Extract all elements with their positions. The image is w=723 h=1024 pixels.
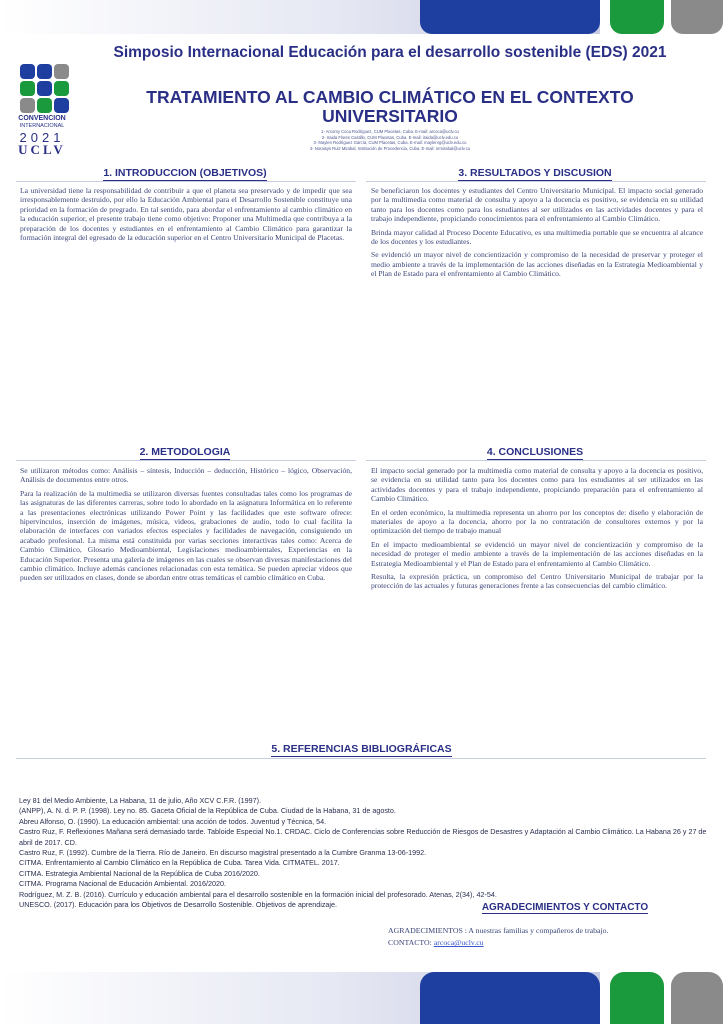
logo-org: UCLV — [18, 142, 66, 157]
bottom-green-bar — [610, 972, 664, 1024]
method-paragraph-2: Para la realización de la multimedia se utilizaron diversas fuentes consultadas tales como los programas de las asignaturas de las diferentes carreras, sobre todo lo abordado en la asignatura Informática en lo referente a las presentaciones electrónicas utilizando Power Point y las facilidades que este software ofrece: hipervínculos, inserción de imágenes, música, videos, grabaciones de audio, todo lo cual facilita la elaboración de interfaces con variados efectos especiales y facilidades de navegación, consiguiendo un acabado profesional. La misma está constituida por varias secciones interactivas tales como: Acerca de Cambio Climático, Glosario Medioambiental, Legislaciones medioambientales, Experiencias en la Educación Superior. Presenta una galería de imágenes en las cuales se observan diversas manifestaciones del cambio climático. Incluye además canciones relacionadas con esta temática. Se pueden apreciar videos que pueden ser utilizados en clases, donde se abordan entre otras temáticas el cambio climático en Cuba. — [20, 488, 352, 583]
references-rule — [16, 758, 706, 759]
ack-thanks: AGRADECIMIENTOS : A nuestras familias y compañeros de trabajo. — [388, 926, 609, 935]
reference-item: CITMA. Programa Nacional de Educación Ambiental. 2016/2020. — [19, 879, 226, 889]
conclusions-paragraph-2: En el orden económico, la multimedia representa un ahorro por los conceptos de: diseño y elaboración de materiales de apoyo a la docencia, ahorro por la no contratación de consultores externos y por la optimización del tiempo de trabajo manual — [371, 507, 703, 536]
top-green-bar — [610, 0, 664, 34]
reference-item: CITMA. Enfrentamiento al Cambio Climático en la República de Cuba. Tarea Vida. CITMATEL. 2017. — [19, 858, 340, 868]
bottom-blue-bar — [420, 972, 600, 1024]
poster-title: TRATAMIENTO AL CAMBIO CLIMÁTICO EN EL CONTEXTO UNIVERSITARIO — [146, 87, 634, 126]
author-4: 4- Noraisys Ruiz Mirabal, Institución de Procedencia, Cuba. E-mail: nrmirabal@uclv.cu — [309, 145, 471, 151]
references-heading: 5. REFERENCIAS BIBLIOGRÁFICAS — [271, 743, 452, 755]
reference-item: Castro Ruz, F. Reflexiones Mañana será demasiado tarde. Tabloide Especial No.1. CRDAC. Ciclo de Conferencias sobre Reducción de Riesgos de Desastres y Adaptación al Cambio Climático. La Habana 26 y 27 de abril de 2017. CD. — [19, 827, 707, 847]
contact-label: CONTACTO: — [388, 938, 432, 947]
conclusions-paragraph-4: Resulta, la expresión práctica, un compromiso del Centro Universitario Municipal de trabajar por la protección de las actuales y futuras generaciones frente a las consecuencias del cambio climático. — [371, 572, 703, 591]
author-2: 2- Iraida Flores Castillo, CUM Placetas, Cuba. E-mail: iraida@uclv.edu.cu — [321, 134, 459, 140]
results-paragraph-1: Se beneficiaron los docentes y estudiantes del Centro Universitario Municipal. El impacto social generado por la multimedia como material de consulta y apoyo a la docencia es positivo, se evidencia en su utilidad tanto para los docentes como para los estudiantes al ser utilizados en las actividades docentes y para el trabajo independiente, propiciando conocimientos para el enfrentamiento al Cambio Climático. — [371, 186, 703, 224]
results-heading: 3. RESULTADOS Y DISCUSION — [458, 167, 612, 179]
top-gray-bar — [671, 0, 723, 34]
results-text — [371, 186, 703, 283]
reference-item: Castro Ruz, F. (1992). Cumbre de la Tierra. Río de Janeiro. En discurso magistral presentado a la Cumbre Granma 13-06-1992. — [19, 848, 427, 858]
author-1: 1- Arcomy Coca Rodríguez, CUM Placetas, Cuba. E-mail: arcoca@uclv.cu — [321, 129, 459, 134]
results-rule — [366, 181, 706, 182]
intro-paragraph: La universidad tiene la responsabilidad de contribuir a que el planeta sea preservado y de impedir que sea irresponsablemente destruido, por ello la Educación Ambiental para el Desarrollo Sostenible constituye una prioridad en la formación de pregrado. En tal sentido, para abordar el enfrentamiento al cambio climático en la educación superior, el presente trabajo tiene como objetivo: Proponer una Multimedia que contribuya a la preparación de los docentes y estudiantes en el enfrentamiento al Cambio Climático para garantizar la formación integral del egresado de la educación superior en el Centro Universitario Municipal de Placetas. — [20, 186, 352, 243]
reference-item: (ANPP), A. N. d. P. P. (1998). Ley no. 85. Gaceta Oficial de la República de Cuba. Ciudad de la Habana, 31 de agosto. — [19, 806, 396, 816]
method-paragraph-1: Se utilizaron métodos como: Análisis – síntesis, Inducción – deducción, Histórico – lógico, Observación, Análisis de documentos entre otros. — [20, 466, 352, 485]
method-text — [20, 466, 352, 587]
conclusions-heading: 4. CONCLUSIONES — [486, 446, 584, 458]
reference-item: Abreu Alfonso, O. (1990). La educación ambiental: una acción de todos. Juventud y Técnica, 54. — [19, 816, 327, 826]
intro-heading: 1. INTRODUCCION (OBJETIVOS) — [103, 167, 267, 179]
intro-text — [20, 186, 352, 246]
method-rule — [16, 460, 356, 461]
results-paragraph-3: Se evidenció un mayor nivel de concientización y compromiso de la necesidad de preservar y proteger el medio ambiente a través de la implementación de las acciones diseñadas en la Estrategia Medioambiental y el Plan de Estado para el enfrentamiento al Cambio Climático. — [371, 250, 703, 279]
reference-item: Rodríguez, M. Z. B. (2016). Currículo y educación ambiental para el desarrollo sostenible en la formación inicial del profesorado. Atenas, 2(34), 42-54. — [19, 889, 497, 899]
contact-email-link[interactable]: arcoca@uclv.cu — [433, 938, 484, 947]
method-heading: 2. METODOLOGIA — [139, 446, 231, 458]
top-blue-bar — [420, 0, 600, 34]
reference-list — [19, 796, 719, 910]
logo-line1: CONVENCION — [18, 115, 66, 122]
conclusions-paragraph-3: En el impacto medioambiental se evidenció un mayor nivel de concientización y compromiso de la necesidad de proteger el medio ambiente a través de la implementación de las acciones diseñadas en la Estrategia Medioambiental y el Plan de Estado para el enfrentamiento al Cambio Climático. — [371, 539, 703, 568]
reference-item: UNESCO. (2017). Educación para los Objetivos de Desarrollo Sostenible. Objetivos de aprendizaje. — [19, 900, 338, 910]
logo-year: 2021 — [19, 130, 65, 145]
conclusions-text — [371, 466, 703, 595]
intro-rule — [16, 181, 356, 182]
bottom-gray-bar — [671, 972, 723, 1024]
reference-item: Ley 81 del Medio Ambiente, La Habana, 11 de julio, Año XCV C.F.R. (1997). — [19, 796, 261, 805]
ack-heading: AGRADECIMIENTOS Y CONTACTO — [481, 902, 649, 913]
results-paragraph-2: Brinda mayor calidad al Proceso Docente Educativo, es una multimedia portable que se encuentra al alcance de los docentes y los estudiantes. — [371, 227, 703, 247]
author-list — [200, 129, 580, 151]
reference-item: CITMA. Estrategia Ambiental Nacional de la República de Cuba 2016/2020. — [19, 868, 260, 878]
conclusions-rule — [366, 460, 706, 461]
author-3: 3- Maylen Rodríguez García, CUM Placetas, Cuba. E-mail: maylenrg@uclv.edu.cu — [313, 140, 467, 145]
ack-contact — [388, 937, 688, 949]
conclusions-paragraph-1: El impacto social generado por la multimedia como material de consulta y apoyo a la docencia es positivo, se evidencia en su utilidad tanto para los docentes como para los estudiantes al ser utilizados en las actividades docentes y para el trabajo independiente, propiciando preparación para el enfrentamiento al Cambio Climático. — [371, 466, 703, 504]
ack-block — [388, 925, 688, 949]
logo-line2: INTERNACIONAL — [19, 123, 65, 129]
event-title: Simposio Internacional Educación para el desarrollo sostenible (EDS) 2021 — [113, 44, 667, 61]
